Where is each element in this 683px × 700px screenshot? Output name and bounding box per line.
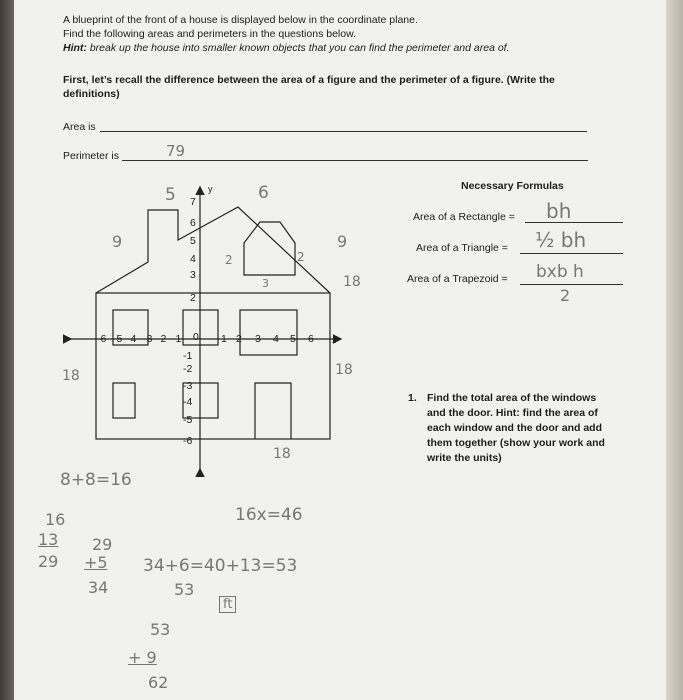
note-roof-inner-left: 2 [225, 253, 233, 267]
y-tick: -6 [183, 435, 193, 447]
x-tick: 1 [221, 333, 227, 345]
y-tick: -4 [183, 396, 193, 408]
y-tick: 4 [190, 253, 196, 265]
x-tick: 3 [255, 333, 261, 345]
question-1-number: 1. [408, 392, 417, 404]
work-sum-1: 8+8=16 [60, 470, 132, 490]
x-tick: -5 [113, 333, 123, 345]
work-stack-a: 16 [45, 510, 66, 529]
y-tick: 7 [190, 196, 196, 208]
question-1-line-2: and the door. Hint: find the area of [427, 407, 598, 419]
x-tick: -4 [127, 333, 137, 345]
work-stack-c: 29 [38, 552, 59, 571]
house-body [96, 293, 330, 439]
y-tick: -3 [183, 380, 193, 392]
work-long-sum: 34+6=40+13=53 [143, 556, 298, 576]
x-tick: 0 [193, 331, 199, 343]
attic-window [244, 222, 295, 275]
question-1-line-4: them together (show your work and [427, 437, 605, 449]
house-outline [96, 207, 330, 439]
note-roof-top: 6 [258, 183, 269, 203]
note-bottom: 18 [273, 446, 291, 462]
work-stack-e: +5 [84, 553, 108, 572]
rect-formula-label: Area of a Rectangle = [413, 211, 515, 223]
work-final-1: 53 [150, 620, 171, 639]
work-final-2: + 9 [128, 648, 157, 667]
instruction-line-1: A blueprint of the front of a house is displayed below in the coordinate plane. [63, 14, 418, 26]
work-boxed-units: ft [219, 596, 236, 613]
note-roof-right: 9 [337, 232, 348, 251]
recall-line-1: First, let’s recall the difference between the area of a figure and the perimeter of a figure. (Write the [63, 74, 555, 86]
work-stack-b: 13 [38, 530, 59, 549]
x-tick: 5 [290, 333, 296, 345]
y-tick: 2 [190, 292, 196, 304]
front-door [255, 383, 291, 439]
x-tick: -2 [157, 333, 167, 345]
y-axis-label: y [208, 184, 213, 194]
y-tick: -5 [183, 414, 193, 426]
window-lower-left [113, 383, 135, 418]
work-stack-f: 34 [88, 578, 109, 597]
hint-text: break up the house into smaller known objects that you can find the perimeter and area of. [86, 42, 510, 54]
x-axis-label: x [332, 336, 336, 345]
note-wall-right-lower: 18 [335, 362, 353, 378]
tri-formula-label: Area of a Triangle = [416, 242, 508, 254]
rect-answer: bh [546, 199, 572, 223]
note-chimney-side: 9 [112, 232, 123, 251]
note-roof-mid: 3 [262, 277, 269, 290]
x-tick: 4 [273, 333, 279, 345]
window-upper-right [240, 310, 297, 355]
work-final-3: 62 [148, 673, 169, 692]
x-tick: -6 [97, 333, 107, 345]
y-tick: -2 [183, 363, 193, 375]
y-tick: 3 [190, 269, 196, 281]
question-1-line-1: Find the total area of the windows [427, 392, 597, 404]
y-tick: -1 [183, 350, 193, 362]
perimeter-answer: 79 [166, 142, 186, 160]
instruction-line-2: Find the following areas and perimeters in the questions below. [63, 28, 357, 40]
hint-prefix: Hint: [63, 42, 87, 54]
trap-formula-label: Area of a Trapezoid = [407, 273, 508, 285]
question-1-line-5: write the units) [427, 452, 502, 464]
y-tick: 6 [190, 217, 196, 229]
work-under-53: 53 [174, 580, 195, 599]
work-stack-d: 29 [92, 535, 113, 554]
trap-answer-numerator: bxb h [536, 262, 584, 282]
formulas-heading: Necessary Formulas [461, 180, 564, 192]
work-sum-2: 16x=46 [235, 505, 303, 525]
note-wall-left: 18 [62, 368, 80, 384]
note-chimney-top: 5 [165, 185, 176, 205]
area-label: Area is [63, 121, 96, 133]
recall-line-2: definitions) [63, 88, 120, 100]
trap-answer-denominator: 2 [560, 286, 571, 305]
perimeter-label: Perimeter is [63, 150, 120, 162]
question-1-line-3: each window and the door and add [427, 422, 603, 434]
y-tick: 5 [190, 235, 196, 247]
tri-answer: ½ bh [535, 228, 587, 252]
x-tick: 6 [308, 333, 314, 345]
note-roof-inner-right: 2 [297, 250, 305, 264]
x-tick: -1 [172, 333, 182, 345]
x-tick: -3 [143, 333, 153, 345]
x-tick: 2 [236, 333, 242, 345]
note-wall-right: 18 [343, 274, 361, 290]
